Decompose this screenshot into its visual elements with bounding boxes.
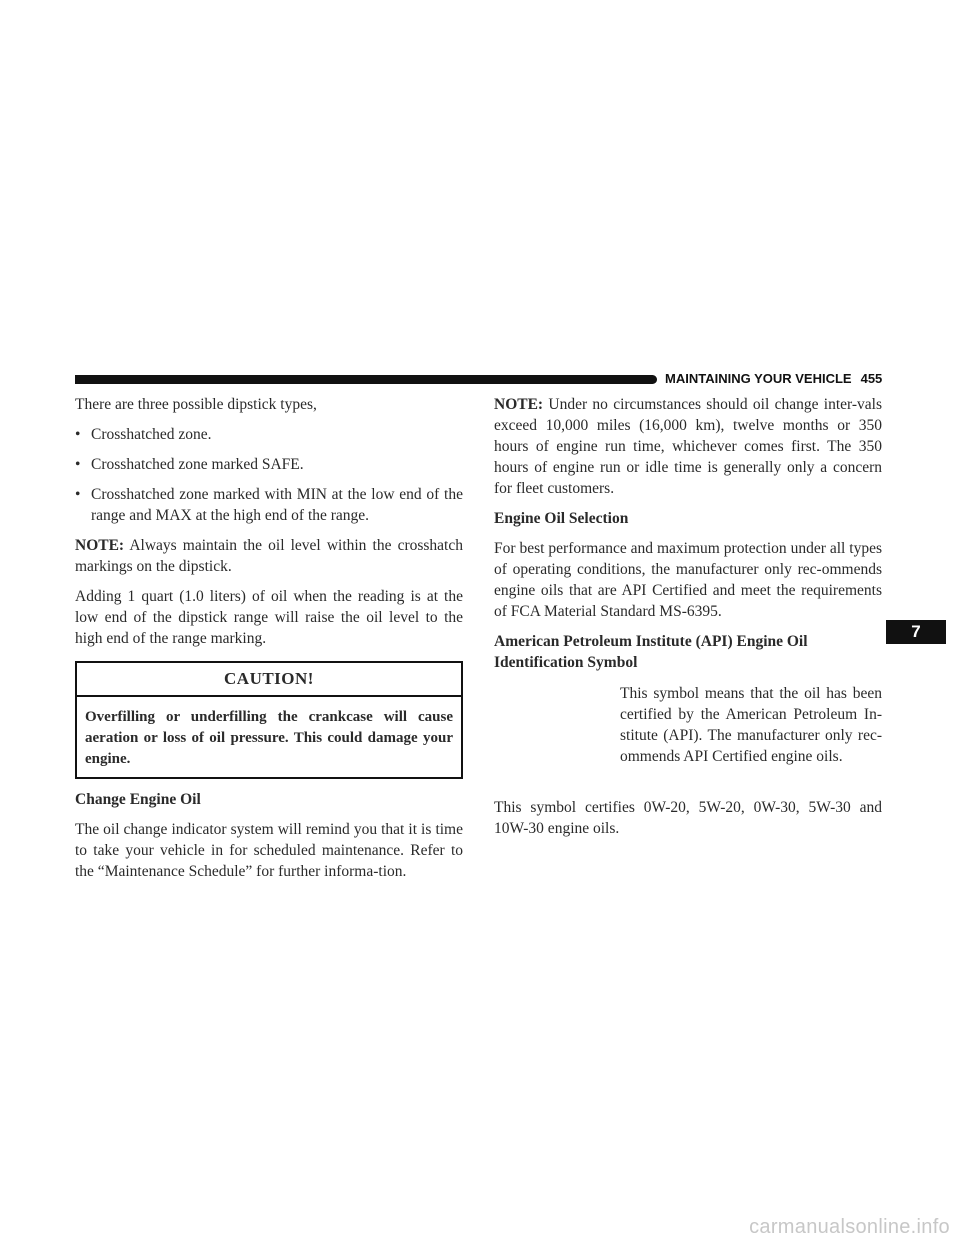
api-symbol-description: This symbol means that the oil has been certified by the American Petroleum In-stitute (API). The manufacturer only rec-ommends API Certified engine oils. (620, 685, 882, 765)
api-symbol-heading: American Petroleum Institute (API) Engine Oil Identification Symbol (494, 633, 808, 671)
change-oil-heading: Change Engine Oil (75, 791, 201, 808)
certifies-paragraph: This symbol certifies 0W-20, 5W-20, 0W-30, 5W-30 and 10W-30 engine oils. (494, 799, 882, 837)
oil-selection-heading: Engine Oil Selection (494, 510, 629, 527)
bullet-icon: • (75, 456, 81, 473)
change-oil-paragraph: The oil change indicator system will remind you that it is time to take your vehicle in for scheduled maintenance. Refer to the “Maintenance Schedule” for further informa-tion. (75, 821, 463, 880)
oil-selection-paragraph: For best performance and maximum protection under all types of operating conditions, the manufacturer only rec-ommends engine oils that are API Certified and meet the requirements of FCA Material Standard MS-6395. (494, 540, 882, 620)
caution-text: Overfilling or underfilling the crankcase will cause aeration or loss of oil pressure. This could damage your engine. (85, 709, 453, 767)
right-column (494, 394, 882, 848)
page-number: 455 (860, 370, 883, 386)
section-title: MAINTAINING YOUR VEHICLE (665, 370, 852, 386)
note-paragraph: NOTE: Always maintain the oil level within the crosshatch markings on the dipstick. (75, 537, 463, 575)
chapter-tab: 7 (886, 620, 946, 644)
caution-title: CAUTION! (77, 663, 461, 697)
note-label: NOTE: (494, 396, 544, 413)
watermark: carmanualsonline.info (749, 1215, 950, 1238)
list-item: • Crosshatched zone marked with MIN at the low end of the range and MAX at the high end of the range. (75, 486, 463, 524)
left-column (75, 394, 463, 891)
note-label: NOTE: (75, 537, 125, 554)
adding-oil-paragraph: Adding 1 quart (1.0 liters) of oil when the reading is at the low end of the dipstick range will raise the oil level to the high end of the range marking. (75, 588, 463, 647)
running-header (665, 368, 885, 388)
list-item: • Crosshatched zone. (75, 426, 212, 443)
api-symbol-block (494, 683, 882, 767)
caution-box (75, 661, 463, 779)
list-item: • Crosshatched zone marked SAFE. (75, 456, 304, 473)
header-rule (75, 375, 657, 384)
bullet-icon: • (75, 486, 81, 503)
dipstick-intro: There are three possible dipstick types, (75, 396, 317, 413)
api-symbol-placeholder (494, 683, 620, 767)
interval-note: NOTE: Under no circumstances should oil change inter-vals exceed 10,000 miles (16,000 km), twelve months or 350 hours of engine run time, whichever comes first. The 350 hours of engine run or idle time is generally only a concern for fleet customers. (494, 396, 882, 497)
bullet-icon: • (75, 426, 81, 443)
